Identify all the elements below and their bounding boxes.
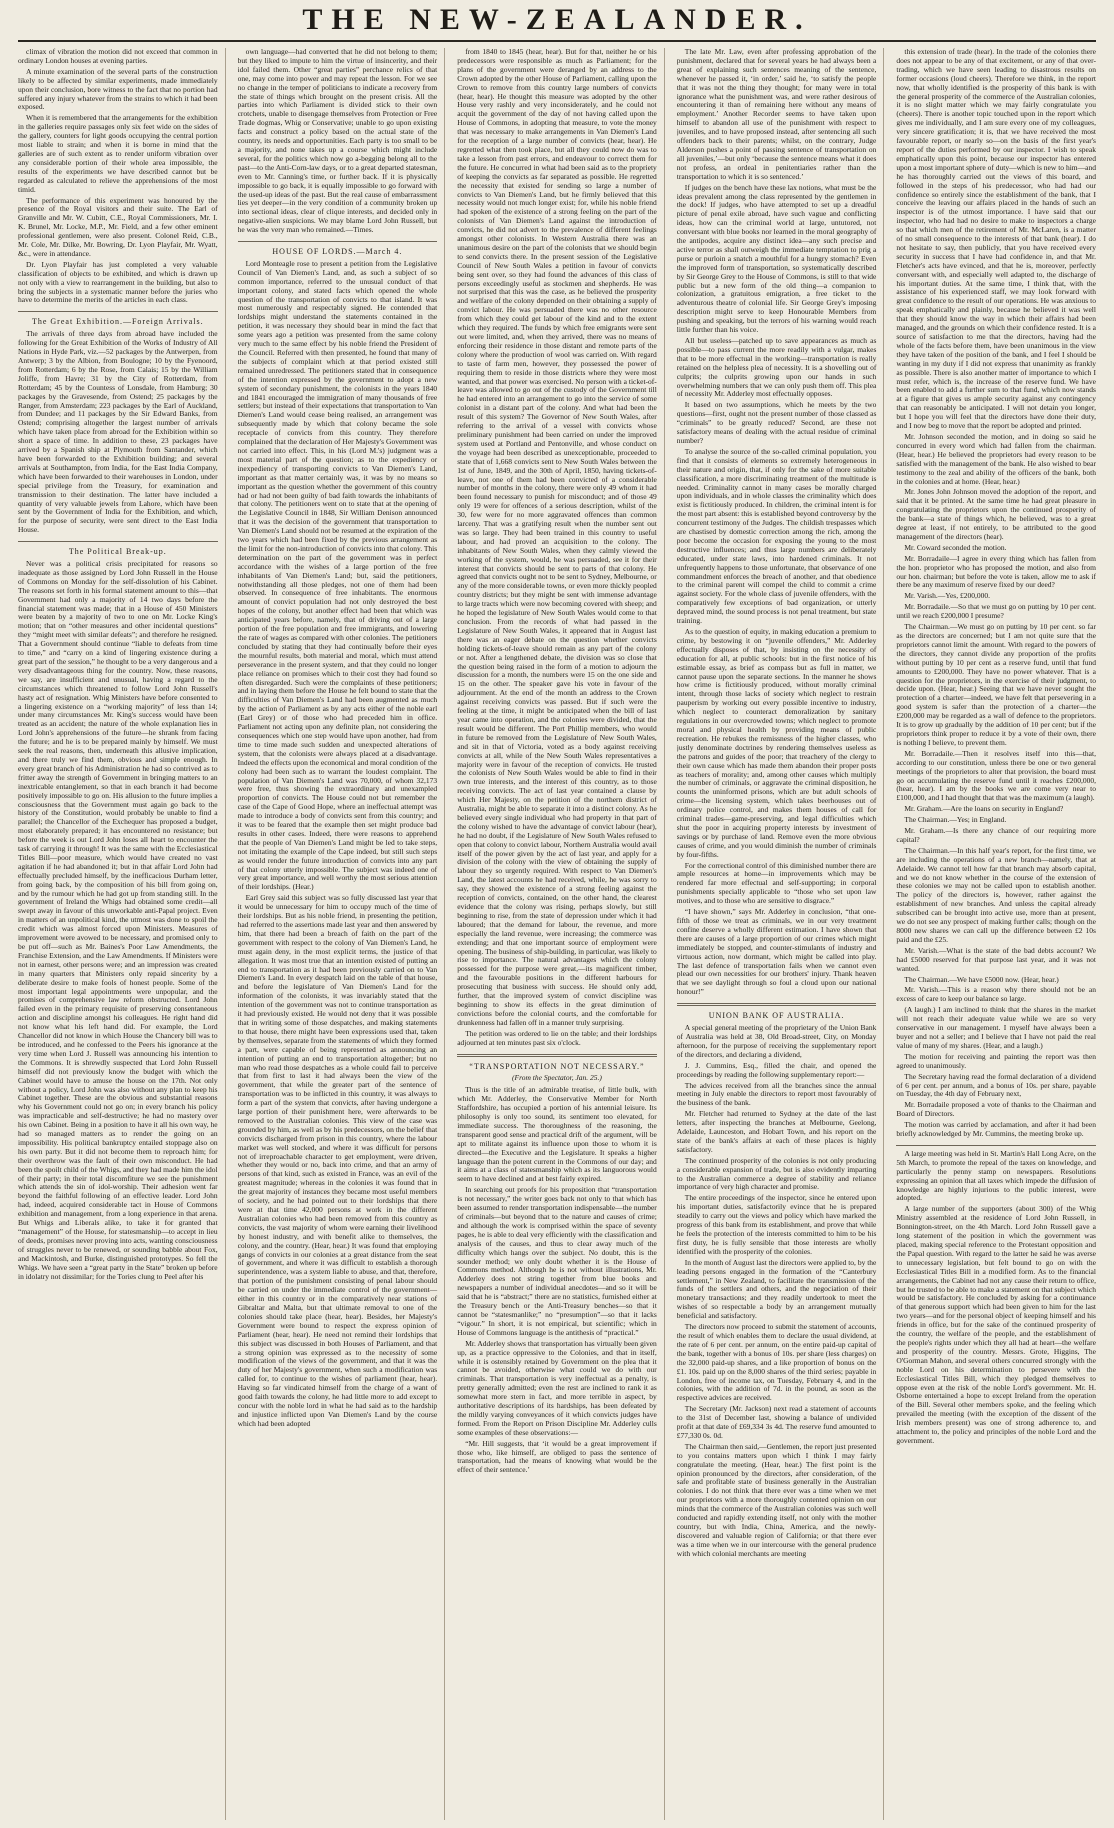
paragraph: The motion for receiving and painting the report was then agreed to unanimously.	[896, 1051, 1096, 1070]
paragraph: this extension of trade (hear). In the trade of the colonies there does not appear to be any of that excitement, or any of that over-trading, which we have seen leading to disastrous results on former occasions (loud cheers). Therefore we think, in the report now, that wholly identified is the prosperity of this bank is with the general prosperity of the commerce of the Australian colonies, it is no slight matter which we may fairly congratulate you (cheers). There is another topic touched upon in the report which gives me individually, and I am sure every one of my colleagues, very sincere gratification; it is, that we have received the most favourable report, or nearly so—on the basis of the first year's report of the duties performed by our inspector. I wish to speak emphatically upon this point, because our inspector has entered upon a most important sphere of duty—which is new to him—and he has thoroughly carried out the views of this board, and followed in the steps of his predecessor, who had had our confidence so entirely since the establishment of the bank, that I conceive the leaving our affairs placed in the hands of such an inspector is of the utmost importance. I have said that our inspector, who had had no desire to make to inspectors a charge so that which men of the retirement of Mr. McLaren, is a matter of no small consequence to the interests of that bank (hear). I do not hesitate to say, then publicly, that you have received every security in success that I have had confidence in, and that Mr. Fletcher's acts have evinced, and that he is, moreover, perfectly conversant with, and especially well adapted to, the discharge of his important duties. At the same time, I think that, with the assistance of his experienced staff, we may look forward with great confidence to the result of our operations. He was anxious to speak emphatically and plainly, because he believed it was well that they should know the way in which their affairs had been managed, and the grounds on which their confidence rested. It is a source of satisfaction to me that the directors, having had the whole of the facts before them, have been unanimous in the view they have taken of the position of the bank, and I feel I should be wanting in my duty if I did not express that unanimity as frankly as possible. There is also another matter of importance to which I must refer, which is, the increase of the reserve fund. We have been enabled to add a further sum to that fund, which now stands at a figure that gives us ample security against any contingency that can reasonably be anticipated. I will not detain you longer, but I hope you will feel that the directors have done their duty, and I now beg to move that the report be adopted and printed.	[896, 48, 1096, 431]
divider	[457, 1054, 657, 1057]
paragraph: In the month of August last the directors were applied to, by the leading persons engaged in the formation of the “Canterbury settlement,” in New Zealand, to facilitate the transmission of the funds of the settlers and others, and the negociation of their monetary transactions; and they readily undertook to meet the wishes of so respectable a body by an arrangement mutually beneficial and satisfactory.	[676, 1257, 877, 1321]
masthead: THE NEW-ZEALANDER.	[18, 0, 1096, 42]
paragraph: Lord Monteagle rose to present a petition from the Legislative Council of Van Diemen's Land, and, as such a subject of so common importance, referred to the unusual conduct of that important colony, and stated facts which opened the whole question of the transportation of convicts to that island. It was most numerously and respectably signed. He contended that lordships might understand the statements contained in the petition, it was necessary they should bear in mind the fact that some years ago a petition was presented from the same colony very much to the same effect by his noble friend the President of the Council. Referred with then presented, he found that many of the subjects of complaint which at that period existed still remained unredressed. The petitioners stated that in consequence of the intention expressed by the government to adopt a new system of secondary punishment, the colonists in the years 1840 and 1841 encouraged the immigration of many thousands of free settlers; but instead of their expectations that transportation to Van Diemen's Land would cease being realised, an arrangement was subsequently made by which that colony became the sole receptacle of convicts from this country. They therefore complained that the declaration of Her Majesty's Government was not carried into effect. This, in his (Lord M.'s) judgment was a most material part of the question; as to the expediency or inexpediency of transporting convicts to Van Diemen's Land, important as that matter certainly was, it was by no means so important as the question whether the government of this country had or had not been guilty of bad faith towards the inhabitants of that colony. The petitioners went on to state that at the opening of the Legislative Council in 1848, Sir William Denison announced that it was the decision of the government that transportation to Van Diemen's Land should not be resumed at the expiration of the two years which had been fixed by the previous arrangement as the limit for the non-introduction of convicts into that colony. This determination on the part of the government was in perfect accordance with the wishes of a large portion of the free inhabitants of Van Diemen's Land; but, said the petitioners, notwithstanding all those pledges, not one of them had been observed. In consequence of free inhabitants. The enormous amount of convict population had not only destroyed the best hopes of the colony, but another effect had been that which was anticipated years before, namely, that of driving out of a large portion of the free population and free immigrants, and lowering the rate of wages as compared with other colonies. The petitioners concluded by stating that they had continually before their eyes the mournful results, both material and moral, which must attend perseverance in the present system, and that they could no longer place reliance on promises which to their cost they had found so often disregarded. Such were the complaints of these petitioners; and in laying them before the House he felt bound to state that the difficulties of Van Diemen's Land had been augmented as much by the action of Parliament as by any acts either of the noble earl (Earl Grey) or of those who had preceded him in office. Parliament not acting upon any definite plan, not considering the consequences which one step would have upon another, had from time to time made such sudden and unexpected alterations of system, that the colonists were always placed at a disadvantage. Indeed the effects upon the economical and moral condition of the colony had been such as to warrant the loudest complaint. The population of Van Diemen's Land was 70,000, of whom 32,173 were free, thus showing the extraordinary and unexampled proportion of convicts. The House could not but remember the case of the Cape of Good Hope, where an ineffectual attempt was made to introduce a body of convicts sent from this country; and it was to be feared that the example then set might produce bad results in other cases. Indeed, there were reasons to apprehend that the people of Van Diemen's Land might be led to take steps, not imitating the example of the Cape indeed, but still such steps as would render the future introduction of convicts into any part of that colony utterly impossible. The subject was indeed one of very great importance, and well worthy the most serious attention of their lordships. (Hear.)	[237, 258, 438, 892]
section-heading: HOUSE OF LORDS.—March 4.	[272, 247, 403, 257]
paragraph: Mr. Coward seconded the motion.	[904, 542, 1007, 552]
paragraph: The directors now proceed to submit the statement of accounts, the result of which enables them to declare the usual dividend, at the rate of 6 per cent. per annum, on the entire paid-up capital of the bank, together with a bonus of 10s. per share (less charges) on the 32,000 paid-up shares, and a like proportion of bonus on the £1. 10s. paid up on the 8,000 shares of the third series; payable in London, free of income tax, on Tuesday, February 4, and in the colonies, with the addition of 7d. in the pound, as soon as the respective advices are received.	[676, 1322, 877, 1403]
paragraph: Mr. Fletcher had returned to Sydney at the date of the last letters, after inspecting the branches at Melbourne, Geelong, Adelaide, Launceston, and Hobart Town, and his report on the state of the bank's affairs at each of these places is highly satisfactory.	[676, 1109, 877, 1154]
column-2	[238, 48, 446, 1820]
paragraph: The advices received from all the branches since the annual meeting in July enable the directors to report most favourably of the business of the bank.	[676, 1080, 877, 1108]
paragraph: The motion was carried by acclamation, and after it had been briefly acknowledged by Mr. Cummins, the meeting broke up.	[896, 1120, 1096, 1139]
paragraph: In searching out proofs for his proposition that “transportation is not necessary,” the writer goes back not only to that which has been assumed to render transportation indispensable—the number of criminals—but beyond that to the nature and causes of crime; and although the work is comprised within the space of seventy pages, he is able to deal very efficiently with the classification and analysis of the causes, and thus to clear away much of the difficulty which hangs over the subject. No doubt, this is the sounder method; we only doubt whether it is the House of Commons method. Although he is not without illustrations, Mr. Adderley does not string together from blue books and newspapers a number of individual anecdotes—and so it will be said that he is “abstract;” there are no statistics, furnished either at the Treasury bench or the Anti-Treasury benches—so that it cannot be “statesmanlike;” no “presumption”—so that it lacks “vigour.” In short, it is not empirical, but scientific; which in House of Commons language is the antithesis of “practical.”	[457, 1185, 657, 1337]
paragraph: Mr. Jones John Johnson moved the adoption of the report, and said that it be printed. At the same time he had great pleasure in congratulating the proprietors upon the continued prosperity of the bank—a state of things which, he believed, was to a great degree at least, if not entirely, to be attributed to the good management of the directors (hear).	[896, 487, 1096, 541]
paragraph: It based on two assumptions, which he meets by the two questions—first, ought not the present number of those classed as “criminals” to be greatly reduced? Second, are these not satisfactory means of dealing with the actual residue of criminal number?	[676, 400, 877, 445]
section-heading: UNION BANK OF AUSTRALIA.	[708, 1011, 845, 1021]
paragraph: A large meeting was held in St. Martin's Hall Long Acre, on the 5th March, to promote the repeal of the taxes on knowledge, and particularly the penny stamp on newspapers. Resolutions expressing an opinion that all taxes which impede the diffusion of knowledge are highly injurious to the public interest, were adopted.	[896, 1148, 1096, 1203]
paragraph: J. J. Cummins, Esq., filled the chair, and opened the proceedings by reading the following supplementary report:—	[676, 1060, 877, 1079]
paragraph: Mr. Borradaile—I agree in every thing which has fallen from the hon. proprietor who has proposed the motion, and also from our hon. chairman; but before the vote is taken, allow me to ask if there be any maximum of reserve fixed by our deed?	[896, 553, 1096, 590]
section-heading: The Political Break-up.	[68, 547, 167, 557]
paragraph: Mr. Borradaile.—Then it resolves itself into this—that, according to our constitution, unless there be one or two general meetings of the proprietors to alter that provision, the board must go on accumulating the reserve fund until it reaches £200,000, (hear, hear). I am by the books we are come very near to £100,000, and I had thought that that was the maximum (a laugh).	[896, 748, 1096, 803]
paragraph: Thus is the title of an admirable treatise, of little bulk, with which Mr. Adderley, the Conservative Member for North Staffordshire, has occupied a portion of his antennial leisure. Its philosophy is only too sound, its sentiment too elevated, for immediate success. The thoroughness of the reasoning, the transparent good sense and practical drift of the argument, will be apt to militate against its influence upon those to whom it is directed—the Executive and the Legislature. It speaks a higher language than the potent current in the Commons of our day; and it aims at a class of statesmanship which as its languorous would seem to have declined and at best fairly expired.	[457, 1085, 657, 1184]
source-line: (From the Spectator, Jan. 25.)	[512, 1073, 602, 1083]
paragraph: The Chairman.—In this half year's report, for the first time, we are including the operations of a new branch—namely, that at Adelaide. We cannot tell how far that branch may absorb capital, and we do not know whether in the course of the extension of these colonies we may not be called upon to establish another. The policy of the directors is, however, rather against the establishment of new branches. And unless the capital already subscribed can be brought into active use, more than at present, we do not see any prospect of making further calls; though on the 8000 new shares we can call up the difference between £2 10s paid and the £25.	[896, 845, 1096, 944]
column-1	[18, 48, 226, 1820]
paragraph: A special general meeting of the proprietary of the Union Bank of Australia was held at 38, Old Broad-street, City, on Monday afternoon, for the purpose of receiving the supplementary report of the directors, and declaring a dividend,	[676, 1023, 877, 1059]
paragraph: For the correctional control of this diminished number there are ample resources at home—in improvements which may be rendered far more effectual and self-supporting; in corporal punishments specially applicable to “those who set upon law motives, and to those who are sensitive to disgrace.”	[676, 860, 877, 906]
paragraph: Mr. Adderley shows that transportation has virtually been given up, as a practice oppressive to the Colonies, and that in itself, while it is ostensibly retained by Government on the plea that it cannot be avoided, otherwise what could we do with our criminals. That transportation is very ineffectual as a penalty, is pretty generally admitted; even the rest are inclined to rank it as somewhat more stern in fact, and more terrible in aspect, by authoritative descriptions of its hardships, has been defeated by the mildly varying conveyances of it which convicts judges have formed. From the Report on Prison Discipline Mr. Adderley culls some examples of these observations:—	[457, 1338, 657, 1437]
paragraph: (A laugh.) I am inclined to think that the shares in the market will not reach their adequate value while we are so very conservative in our management. I myself have always been a buyer and not a seller; and I believe that I have not paid the real value of many of my shares. (Hear, and a laugh.)	[896, 1005, 1096, 1050]
paragraph: When it is remembered that the arrangements for the exhibition in the galleries require passages only six feet wide on the sides of the gallery, counters for light goods occupying the central portion most liable to strain; and when it is borne in mind that the galleries are of such extent as to render uniform vibration over any considerable portion of their whole area impossible, the results of the experiments we have described cannot but be regarded as calculated to relieve the apprehensions of the most timid.	[18, 113, 218, 194]
paragraph: The performance of this experiment was honoured by the presence of the Royal visitors and their suite. The Earl of Granville and Mr. W. Cubitt, C.E., Royal Commissioners, Mr. I. K. Brunel, Mr. Locke, M.P., Mr. Field, and a few other eminent professional gentlemen, were also present. Colonel Reid, C.B., Mr. Cole, Mr. Dilke, Mr. Bowring, Dr. Lyon Playfair, Mr. Wyatt, &c., were in attendance.	[18, 195, 218, 258]
divider	[677, 1003, 877, 1006]
column-4	[677, 48, 885, 1820]
column-5	[896, 48, 1096, 1820]
paragraph: A large number of the supporters (about 300) of the Whig Ministry assembled at the residence of Lord John Russell, in Bonnington-street, on the 4th March. Lord John Russell gave a long statement of the position in which the government was placed, making special reference to the Protestant opposition and the Papal question. With regard to the latter he said he was averse to unnecessary legislation, but felt bound to go on with the Ecclesiastical Titles Bill in a modified form. As to the financial arrangements, the Cabinet had not any cause their return to office, but he trusted to be able to make a statement on that subject which would be satisfactory. He concluded by asking for a continuance of that generous support which had been given to him for the last two years—and for the personal object of keeping himself and his friends in office, but for the sake of the continued prosperity of the country, the welfare of the people, and the establishment of the people's rights under which they all had at heart—the welfare and prosperity of the country. Messrs. Grote, Higgins, The O'Gorman Mahon, and several others concurred strongly with the noble Lord on his determination to persevere with the Ecclesiastical Titles Bill, which they pledged themselves to oppose even at the risk of the noble Lord's government. Mr. H. Osborne entertained a hope to except Ireland from the operation of the Bill. Several other members spoke, and the feeling which prevailed the meeting (with the exception of the dissent of the Irish members present) was one of strong adherence to, and attachment to, the policy and principles of the noble Lord and the government.	[896, 1204, 1096, 1445]
paragraph: Mr. Graham.—Are the loans on security in England?	[904, 804, 1064, 814]
paragraph: from 1840 to 1845 (hear, hear). But for that, neither he or his predecessors were responsible as much as Parliament; for the plans of the government were deranged by an address to the Crown adopted by the other House of Parliament, calling upon the Crown to remove from this country large numbers of convicts (hear, hear). He thought this measure was adopted by the other House very rashly and very inconsiderately, and he could not acquit the government of the day of not having called upon the House of Commons, in adopting that measure, to vote the money that was necessary to make arrangements in Van Diemen's Land for the reception of a large number of convicts (hear, hear). He regretted what then took place, but all they could now do was to take a lesson from past errors, and endeavour to correct them for the future. He concurred in what had been said as to the propriety of keeping the convicts as far separated as possible. He regretted the necessity that existed for sending so large a number of convicts to Van Diemen's Land, but he firmly believed that this necessity would not much longer exist; for, while his noble friend had spoken of the existence of a strong feeling on the part of the colonists of Van Diemen's Land against the introduction of convicts, he did not advert to the prevalence of different feelings amongst other colonists. In Western Australia there was an unanimous desire on the part of the colonists that we should begin to send convicts there. In the present session of the Legislative Council of New South Wales a petition in favour of convicts being sent over, so they had found the advances of this class of persons exceedingly useful as stockmen and shepherds. He was not surprised that this was the case, as he believed the prosperity and welfare of the colony depended on their obtaining a supply of convict labour. He was persuaded there was no other resource from which they could get labour of the kind and to the extent which they required. The funds by which free emigrants were sent out were limited, and, when they arrived, there was no means of enforcing their residence in those distant and remote parts of the colony where the production of wool was carried on. With regard to taste of farm men, however, they possessed the power of requiring them to reside in those districts where they were most wanted, and that power was exercised. No person with a ticket-of-leave was allowed to go out of the custody of the Government till he had entered into an arrangement to go into the service of some colonist in a distant part of the colony. And what had been the result of this system? The Governor of New South Wales, after referring to the arrival of a vessel with convicts whose preliminary punishment had been carried on under the improved system used at Portland and Pentonville, and whose conduct on the voyage had been described as unexceptionable, proceeded to state that of 1,668 convicts sent to New South Wales between the 1st of June, 1849, and the 30th of April, 1850, having tickets-of-leave, not one of them had been convicted of a considerable number of months in the colony, there were only 49 whom it had been found necessary to punish for misconduct; and of those 49 only 19 were for offences of a serious description, whilst of the 30, few were for no more aggravated offences than common larceny. That was a gratifying result when the number sent out was so large. They had been trained in this country to useful labour, and had proved an acquisition to the colony. The inhabitants of New South Wales, when they calmly viewed the working of the system, would, he was persuaded, see it for their interest that convicts should be sent to parts of that colony. He agreed that convicts ought not to be sent to Sydney, Melbourne, or any of the more considerable towns, or even more thickly peopled country districts; but they might be sent with immense advantage to large tracts which were now becoming covered with sheep; and he hoped the legislature of New South Wales would come to that conclusion. From the records of what had passed in the Legislature of New South Wales, it appeared that in August last there was an eager debate on the question whether convicts holding tickets-of-leave should remain as any part of the colony or not. After a lengthened debate, the division was so close that the question being raised in the form of a motion to adjourn the discussion for a month, the numbers were 15 on the one side and 15 on the other. The speaker gave his vote in favour of the adjournment. At the end of the month an address to the Crown against receiving convicts was passed. But if such were the feeling at the time, it might be anticipated when the bill of last year came into operation, and the colonies were divided, that the result would be different. The Port Phillip members, who would in future be removed from the Legislature of New South Wales, and sit in that of Victoria, voted as a body against receiving convicts at all, while of the New South Wales representatives a majority were in favour of the reception of convicts. He trusted the colonists of New South Wales would be able to find in their own true interests, and the interest of this country, as to those receiving convicts. The act of last year contained a clause by which Her Majesty, on the petition of the northern district of Australia, might be able to separate it into a distinct colony. As he believed every single individual who had property in that part of the colony wished to have the advantage of convict labour (hear), he had no doubt, if the Legislature of New South Wales refused to open that colony to convict labour, Northern Australia would avail itself of the power given by the act of last year, and apply for a division of the colony with the view of obtaining the supply of labour they so urgently required. With respect to Van Diemen's Land, the latest accounts he had received, while, he was sorry to say, they showed the existence of a strong feeling against the reception of convicts, contained, on the other hand, the clearest evidence that the colony was rising, perhaps slowly, but still beginning to rise, from the state of depression under which it had laboured; that the demand for labour, the revenue, and more especially the land revenue, were increasing; the commerce was extending; and that one important source of employment were opening. The business of ship-building, in particular, was likely to rise to importance. The natural advantages which the colony possessed for the purpose were great,—its magnificent timber, and the favourable positions in the different harbours for prosecuting that business with success. He should only add, further, that the improved system of convict discipline was beginning to show its effects in the great diminution of convictions before the colonial courts, and the comfortable for drunkenness had fallen off in a manner truly surprising.	[457, 48, 657, 1027]
paragraph: The petition was ordered to lie on the table; and their lordships adjourned at ten minutes past six o'clock.	[457, 1028, 657, 1047]
paragraph: The Chairman.—Yes; in England.	[904, 815, 1007, 825]
paragraph: To analyse the source of the so-called criminal population, you find that it consists of elements so extremely heterogeneous in their nature and origin, that, if only for the sake of more suitable classification, a more discriminating treatment of the multitude is needed. Criminality cannot in many cases be morally charged upon individuals, and in whole classes the criminality which does exist is fictitiously produced. In children, the criminal intent is for the most part absent: this is established beyond controversy by the concurrent testimony of the Judges. The childish trespasses which are chastised by domestic correction among the rich, among the poor become the occasion for exposing the young to the most destructive influences; and thus large numbers are deliberately educated, under state laws, into hardened criminals. It not unfrequently happens to those unfortunate, that observance of one commandment enforces the breach of another, and that obedience to the criminal parent will compel the child to commit a crime against society. For the whole class of juvenile offenders, with the comparatively few exceptions of bad organization, or utterly depraved mind, the sound process is not penal treatment, but state training.	[676, 446, 877, 626]
paragraph: Mr. Johnson seconded the motion, and in doing so said he concurred in every word which had fallen from the chairman. (Hear, hear.) He believed the proprietors had every reason to be satisfied with the management of the bank. He also wished to bear testimony to the zeal and ability of the officers of the bank, both in the colonies and at home. (Hear, hear.)	[896, 431, 1096, 486]
paragraph: Mr. Borradaile proposed a vote of thanks to the Chairman and Board of Directors.	[896, 1100, 1096, 1119]
divider	[18, 311, 218, 312]
paragraph: Mr. Graham.—Is there any chance of our requiring more capital?	[896, 826, 1096, 844]
paragraph: The Chairman.—We must go on putting by 10 per cent. so far as the directors are concerned; but I am not quite sure that the proprietors cannot limit the amount. With regard to the powers of the directors, they cannot divide any proportion of the profits without putting by 10 per cent as a reserve fund, until that fund amounts to £200,000. They have no power whatever. That is a question for the proprietors, in the exercise of their judgment, to decide upon. (Hear, hear.) Seeing that we have never sought the protection of a charter—indeed, we have felt that persevering in a good system is safer than the protection of a charter—the £200,000 may be regarded as a wall of defence to the proprietors. It is to grow up gradually by the addition of 10 per cent; but if the proprietors think proper to reduce it by a vote of their own, there is nothing I believe, to prevent them.	[896, 622, 1096, 747]
section-heading: The Great Exhibition.—Foreign Arrivals.	[31, 317, 204, 327]
paragraph: The arrivals of three days from abroad have included the following for the Great Exhibition of the Works of Industry of All Nations in Hyde Park, viz.—52 packages by the Antwerpen, from Antwerp; 3 by the Albion, from Boulogne; 10 by the Fyenoord, from Rotterdam; 6 by the Rose, from Calais; 15 by the William Joliffe, from Havre; 31 by the City of Rotterdam, from Rotterdam; 45 by the Countess of Lonsdale, from Hamburg; 30 packages by the Gravesende, from Ostend; 25 packages by the Ranger, from Amsterdam; 223 packages by the Earl of Auckland, from Dundee; and 11 packages by the Sir Edward Banks, from Ostend; comprising altogether the largest number of arrivals which have taken place from abroad for the Exhibition within so short a space of time. In addition to these, 23 packages have arrived by a Spanish ship at Plymouth from Santander, which have been forwarded to the Exhibition building; and several arrivals at Southampton, from India, for the East India Company, which have been forwarded to their warehouses in London, under special privilege from the Treasury, for examination and transmission to their destination. The latter have included a quantity of very valuable jewels from Lahore, which have been sent by the Government of India for the Exhibition, and which, for the purpose of security, were sent direct to the East India House.	[18, 329, 218, 535]
section-heading: “TRANSPORTATION NOT NECESSARY.”	[469, 1061, 645, 1071]
paragraph: Mr. Varish.—This is a reason why there should not be an excess of care to keep our balance so large.	[896, 985, 1096, 1004]
paragraph: The late Mr. Law, even after professing approbation of the punishment, declared that for several years he had always been a great of explaining such sentences meaning of the sentence, whenever he passed it, ‘in order,’ said he, ‘to satisfy the people that it was not the thing they thought; for many were in total ignorance what the punishment was, and were rather desirous of encountering it than of remaining here without any means of employment.’ Another Recorder seems to have taken upon himself to abandon all use of the punishment with respect to juveniles, and to have proposed instead, after sentencing all such offenders back to their parents; whilst, on the contrary, Judge Alderson pushes a point of passing sentence of transportation on all juveniles,’—but only ‘because the sentence means what it does not profess, an ordeal in penitentiaries rather than the transportation to which it is so sentenced.’	[676, 48, 877, 181]
paragraph: The Secretary having read the formal declaration of a dividend of 6 per cent. per annum, and a bonus of 10s. per share, payable on Tuesday, the 4th day of February next,	[896, 1071, 1096, 1099]
paragraph: The Secretary (Mr. Jackson) next read a statement of accounts to the 31st of December last, showing a balance of undivided profit at that date of £69,334 3s 4d. The reserve fund amounted to £77,330 0s. 0d.	[676, 1404, 877, 1440]
paragraph: The Chairman.—We have £5000 now. (Hear, hear.)	[904, 974, 1059, 984]
paragraph: All but useless—patched up to save appearances as much as possible—to pass current the more readily with a vulgar, makes that to be more effectual in the working—transportation is really retained on the helpless plea of necessity. It is a shovelling out of culprits; the culprits growing upon our hands in such overwhelming numbers that we can only push them off. This plea of necessity Mr. Adderley most effectually opposes.	[676, 336, 877, 399]
divider	[896, 1145, 1096, 1146]
paragraph: “Mr. Hill suggests, that ‘it would be a great improvement if those who, like himself, are obliged to pass the sentence of transportation, had the means of knowing what would be the effect of their sentence.’	[457, 1438, 657, 1475]
paragraph: The continued prosperity of the colonies is not only producing a considerable expansion of trade, but is also evidently imparting to the Australian commerce a degree of stability and reliance importance of very high character and promise.	[676, 1155, 877, 1192]
paragraph: If judges on the bench have these lax notions, what must be the ideas prevalent among the class represented by the gentlemen in the dock! If judges, who have attempted to set up a dreadful picture of penal exile abroad, have such vague and conflicting ideas, how can the criminal world at large, untutored, not conversant with blue books nor learned in the moral geography of the antipodes, acquire any distinct idea—any such precise and active terror as shall outweigh the immediate temptation to prig a purse or purloin a snatch a mouthful for a hungry stomach? Even the improved form of transportation, so systematically described by Sir George Grey to the House of Commons, is still to that wide public but a new form of the old thing—a companion to colonization, a gratuitous emigration, a free ticket to the adventurous theatre of colonial life. Sir George Grey's imposing description might serve to keep Honourable Members from pushing and speaking, but the terrors of his warning would reach little further than his voice.	[676, 182, 877, 335]
paragraph: As to the question of equity, in making education a premium to crime, by bestowing it on “juvenile offenders,” Mr. Adderley effectually disposes of that, by insisting on the necessity of education for all, at public schools: but in the first notice of his estimable essay, as brief as compass but as full in matter, we cannot pause upon the separate sections. In the manner he shows how crime is fictitiously produced, without morally criminal intent, through those lacks of society which neglect to restrain pauperism by working out every possible incentive to industry, which neglect to counteract demoralization by sanitary regulations in our overcrowded towns; which neglect to promote moral and physical health by providing means of public recreation. He rebukes the remissness of the higher classes, who justly denominate doctrines by rendering themselves useless as the patrons and guides of the poor; that treachery of the clergy to their own cause which has made them abandon their proper posts as teachers of morality; and, among other causes which multiply the number of criminals, or aggravate the criminal disposition, he counts the uninformed prisons, which are but adult schools of crime—the licensing system, which takes beerhouses out of ordinary police control, and makes them houses of call for criminal trades—game-preserving, and legal difficulties which shut the poor in acquiring property interests by investment of savings or by purchase of land. Remove even the more obvious causes of crime, and you would diminish the number of criminals by four-fifths.	[676, 627, 877, 859]
column-3	[457, 48, 665, 1820]
paragraph: Earl Grey said this subject was so fully discussed last year that it would be unnecessary for him to occupy much of the time of their lordships. But as his noble friend, in presenting the petition, had referred to the assertions made last year and then answered by him, that there had been a breach of faith on the part of the government with respect to the colony of Van Diemen's Land, he must again deny, in the most explicit terms, the justice of that allegation. It was most true that an intention existed of putting an end to transportation as it had been previously carried on to Van Diemen's Land. In every despatch laid on the table of that house, and before the legislature of Van Diemen's Land for the information of the colonists, it was invariably stated that the intention of the government was not to continue transportation as it had previously existed. He would not deny that it was possible that in writing some of those despatches, and making statements to that house, there might have been expressions used that, taken by themselves, separate from the statements of which they formed a part, were capable of being represented as announcing an intention of putting an end to transportation altogether; but no man who read those despatches as a whole could fail to perceive that from first to last it had always been the view of the government, that while the greater part of the sentence of transportation was to be inflicted in this country, it was always to form a part of the system that convicts, after having undergone a large portion of their punishment here, were afterwards to be removed to the Australian colonies. This view of the case was grounded by him, as well as by his predecessors, on the belief that convicts discharged from prison in this country, where the labour market was well stocked, and where it was difficult for persons not of irreproachable character to get employment, were driven, whether they would or no, back into crime, and that an army of persons of that kind, such as existed in France, was an evil of the greatest magnitude; whereas in the colonies it was found that in the great majority of instances they became most useful members of society, and he had pointed out to their lordships that there were at that time 42,000 persons at work in the different Australian colonies who had been removed from this country as convicts, the vast majority of whom were earning their livelihood by honest industry, and with benefit alike to themselves, the colony, and the country. (Hear, hear.) It was found that employing gangs of convicts in our colonies at a great distance from the seat of government, and where it was difficult to establish a thorough superintendence, was a system liable to abuse, and that, therefore, that portion of the punishment consisting of penal labour should be carried on under the immediate control of the government—either in this country or in the comparatively near stations of Gibraltar and Malta, but that ultimate removal to one of the colonies should take place (hear, hear). Besides, her Majesty's Government were bound to respect the express opinion of Parliament (hear, hear). He need not remind their lordships that this subject was discussed in both Houses of Parliament, and that a strong opinion was expressed as to the necessity of some modification of the views of the government, and that it was the duty of her Majesty's government, when such a modification was called for, to continue to the wishes of parliament (hear, hear). Having so far vindicated himself from the charge of a want of good faith towards the colony, he had little more to add except to concur with the noble lord in what he had said as to the hardship and injustice inflicted upon Van Diemen's Land by the course which had been adopted	[237, 893, 438, 1428]
paragraph: Mr. Borradaile.—So that we must go on putting by 10 per cent. until we reach £200,000 I presume?	[896, 602, 1096, 621]
divider	[238, 241, 438, 242]
paragraph: climax of vibration the motion did not exceed that common in ordinary London houses at evening parties.	[18, 48, 218, 65]
paragraph: own language—had converted that he did not belong to them; but they liked to impute to him the virtue of insincerity, and their idol failed them. Other “great parties” perchance relics of that one, may come into power and may repeat the lesson. For we see no change in the temper of politicians to indicate a recovery from the state of things which brought on the present crisis. All the parties into which Parliament is divided stick to their own crotchets, unable to disengage themselves from Protection or Free Trade dogmas, Whig or Conservative; unable to go upon existing facts and construct a policy based on the actual state of the country, its needs and opportunities. Each party is too small to be a majority, and none takes up a course which might include several, for the politics which now go a-begging belong all to the past—to the Anti-Corn-law days, or to a great departed statesman, even to Mr. Canning's time, or further back. If it is physically impossible to go back, it is equally impossible to go forward with the used-up ideas of the past. But the real cause of embarrassment lies yet deeper—in the very condition of a community broken up into sectional ideas, clear of clique interests, and decided only in negative-alien suspicions. We may blame Lord John Russell, but he was the very man who remained.—Times.	[237, 48, 438, 235]
paragraph: “I have shown,” says Mr. Adderley in conclusion, “that one-fifth of those we treat as criminals, we in our very treatment confine deserve a wholly different estimation. I have shown that there are causes of a large proportion of our crimes which might immediately be stopped, and counter-stimulants of industry and virtuous action, now dormant, which might be called into play. The last defence of transportation fails when we cannot even plead our own necessities for our brothers' injury. Thank heaven that we see daylight through so foul a cloud upon our national honour!”	[676, 907, 877, 997]
paragraph: Never was a political crisis precipitated for reasons so inadequate as those assigned by Lord John Russell in the House of Commons on Monday for the self-dissolution of his Cabinet. The reasons set forth in his formal statement amount to this—that Government had only a majority of 14 two days before the financial statement was made; that in a House of 450 Ministers were beaten by a majority of two to one on Mr. Locke King's motion; that on “other measures and other incidental questions” they “might meet with similar defeats”; and therefore he resigned. That a Government should continue “liable to defeats from time to time,” and “carry on a kind of lingering existence during a great part of the session,” he thought to be a very dangerous and a very disadvantageous thing for the country. Now, these reasons, we say, are insufficient and unusual, having a regard to the circumstances which threatened to follow Lord John Russell's hasty act of resignation. Whig Ministers have before consented to a lingering existence on a “working majority” of less than 14; under many circumstances Mr. King's success would have been treated as an accident; the nature of the whole explanation lies in Lord John's apprehensions of the future—he shrank from facing the future; and he is to be prepared mainly by himself. We must seek the real reasons, then, underneath this allusive implication, and there truly we find them, obvious and simple enough. In every great branch of his Administration he had so contrived as to fritter away the strength of Government in bringing matters to an inextricable entanglement, so that in each branch it had become positively impossible to go on. His allusion to the future implies a consciousness that the Government must again go back to the history of the Constitution, would probably be unable to find a parallel; the Chancellor of the Exchequer has proposed a budget, most elaborately prepared; it has encountered no resistance; but before the week is out Lord John loses all heart to encounter the task of carrying it through! It was the same with the Ecclesiastical Titles Bill—poor measure, which would have created no vast agitation if he had abandoned it; but in that affair Lord John had effectually precluded himself, by the inefficacious Durham letter, from going back, by the composition of his bill from going on, and by the rumour which he had got up from standing still. In the government of Ireland the Whigs had obtained some credit—all swept away in favour of this unworkable anti-Papal project. Even in matters of an unpolitical kind, the utmost was done to spoil the credit which was almost forced upon Ministers. Measures of improvement were avowed to be necessary, and promised only to be put off—such as Mr. Baines's Poor Law Amendments, the Franchise Extension, and the Law Amendments. If Ministers were not in earnest, other persons were; and an impression was created in many quarters that Ministers only repaid sincerity by a deliberate desire to make fools of honest people. Some of the most important legal appointments were unpopular, and the promises of comprehensive law reform obstructed. Lord John failed even in the primary requisite of preserving consentaneous action and discipline amongst his colleagues. He right hand did not know what his left hand did. For example, the Lord Chancellor did not know in which House the Chancery bill was to be introduced, and he confessed to the Peers his ignorance at the very time when Lord J. Russell was announcing his intention to the Commons. It is shrewdly suspected that Lord John Russell himself did not previously know the budget with which the Cabinet would have to amuse the house on the 17th. Not only without a policy, Lord John was also without any plan to keep his Cabinet together. These are the obvious and substantial reasons why his Government could not go on; in every branch his policy was impracticable and self-destructive; he had no mastery over his own Cabinet. Being in a position to have it all his own way, he had so managed matters as to render the going on an impossibility. His political bankruptcy entailed stoppage also on his own party. But it did not become them to reproach him; for their overthrow was the fault of their own misconduct. He had been the spoilt child of the Whigs, and they had made him the idol of their party; in their total discomfiture we see the punishment which attends the sin of idol-worship. Their adhesion went far beyond the faithful following of an effective leader. Lord John had, indeed, acquired considerable tact in House of Commons exhibition and management, from a long experience in that arena. But Whigs and Liberals alike, to take it for granted that “management” of the House, for statesmanship—to accept in lieu of deeds, promises never proving into acts, wanting consciousness of struggles never to be renewed, or sounding babble about Fox, and Mackintosh, and Burke, distinguished prototypes. So fell the Whigs. We have seen a “great party in the State” broken up before in idolatry not dissimilar; for the Tories clung to Peel after his	[18, 559, 218, 1281]
paragraph: The Chairman then said,—Gentlemen, the report just presented to you contains matters upon which I think I may fairly congratulate the meeting. (Hear, hear.) The first point is the opinion pronounced by the directors, after consideration, of the safe and profitable state of business generally in the Australian colonies. I do not think that there ever was a time when we met our proprietors with a more thoroughly contented opinion on our minds that the commerce of the Australian colonies was such well conducted and rapidly extending itself, not only with the mother country, but with India, China, America, and the newly-discovered and valuable region of California; or that there ever was a time when we in our intercourse with the general prudence with which colonial merchants are meeting	[676, 1441, 877, 1558]
paragraph: The entire proceedings of the inspector, since he entered upon his important duties, satisfactorily evince that he is prepared steadily to carry out the views and policy which have marked the progress of this bank from its establishment, and prove that while he feels the protection of the interests committed to him to be his first duty, he is fully sensible that those interests are wholly identified with the prosperity of the colonies.	[676, 1193, 877, 1256]
paragraph: Dr. Lyon Playfair has just completed a very valuable classification of objects to be exhibited, and which is drawn up not only with a view to rearrangement in the building, but also to bring the subjects in a systematic manner before the juries who have to determine the merits of the articles in each class.	[18, 259, 218, 305]
divider	[18, 541, 218, 542]
paragraph: Mr. Varish.—Yes, £200,000.	[904, 591, 990, 601]
columns	[18, 48, 1096, 1820]
paragraph: Mr. Varish.—What is the state of the bad debts account? We had £5000 reserved for that purpose last year, and it was not wanted.	[896, 945, 1096, 973]
paragraph: A minute examination of the several parts of the construction likely to be affected by similar experiments, made immediately upon their conclusion, bore witness to the fact that no portion had suffered any injury whatever from the strains to which it had been exposed.	[18, 66, 218, 112]
